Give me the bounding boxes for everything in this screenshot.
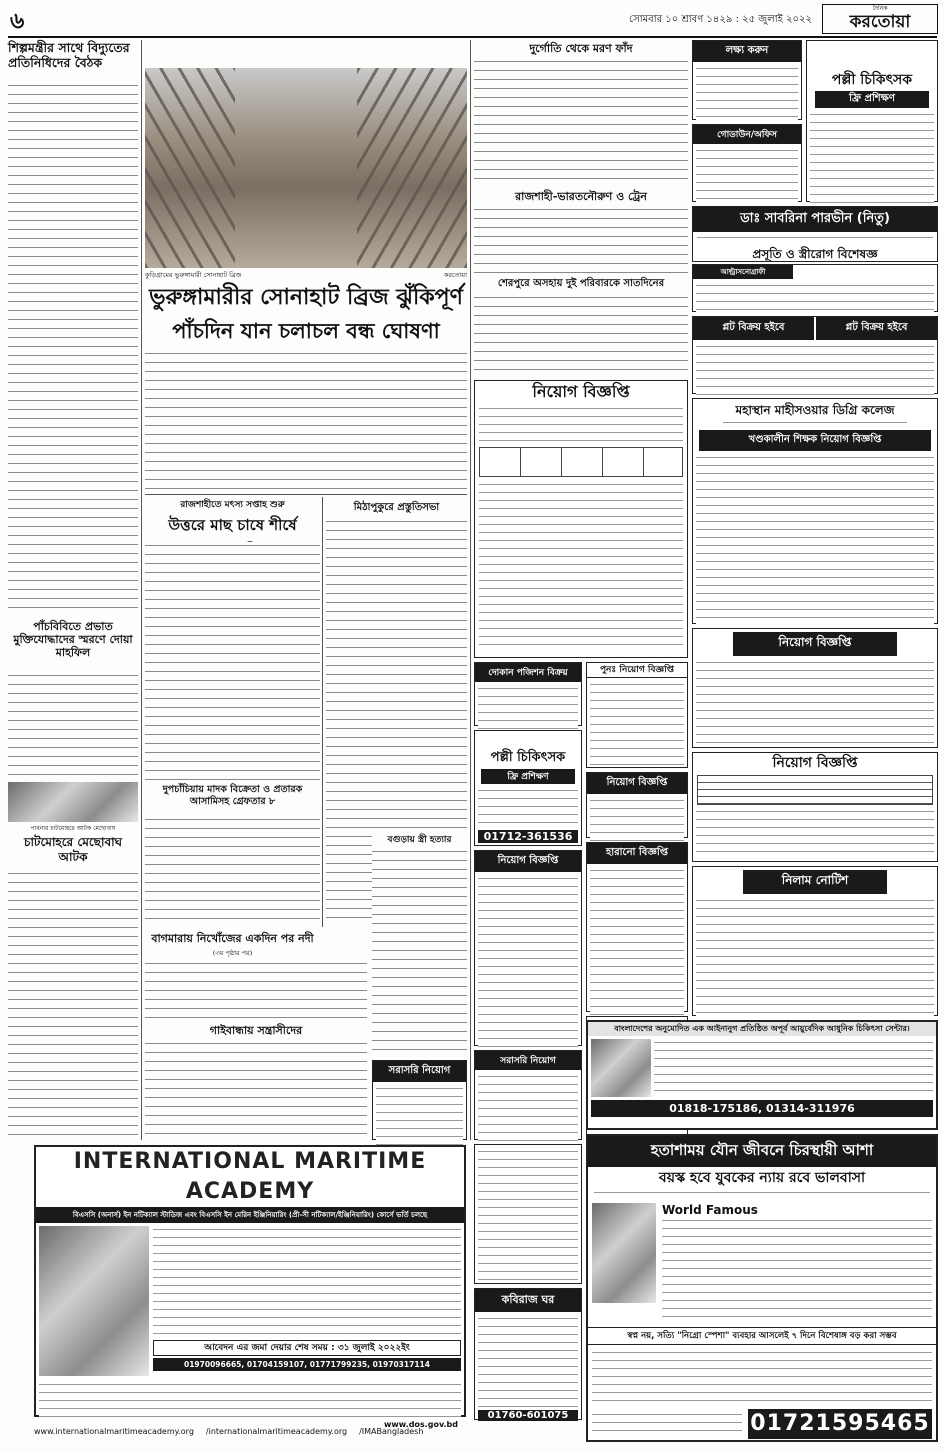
health-banner: বাংলাদেশের অনুমোদিত এক আইনানুগ প্রতিষ্ঠিত অপূর্ব আয়ুর্বেদিক আধুনিক চিকিৎসা সেন্টার। xyxy=(588,1022,936,1036)
world-famous: World Famous xyxy=(662,1203,758,1217)
ultrasound-title: আল্ট্রাসনোগ্রাফী xyxy=(693,265,793,279)
sorasori-title-2: সরাসরি নিয়োগ xyxy=(475,1051,581,1070)
hotasha-photo xyxy=(592,1203,656,1303)
mahasthan-ad xyxy=(692,398,938,624)
col1-text-3 xyxy=(8,870,138,1140)
bagmara-text xyxy=(145,960,367,1018)
ima-web[interactable]: www.internationalmaritimeacademy.org xyxy=(34,1426,194,1436)
health-center-ad xyxy=(586,1020,938,1130)
col2-rule xyxy=(470,40,471,1140)
col1-headline-3: চাটমোহরে মেছোবাঘ আটক xyxy=(23,835,123,864)
col1-photo-caption: পাবনার চাটমোহরে আটক মেছোবাঘ xyxy=(30,825,116,832)
headline-train: রাজশাহী-ভারতনৌরুণ ও ট্রেন xyxy=(515,190,647,203)
col1-rule xyxy=(141,40,142,1140)
bridge-photo-caption: কুড়িগ্রামের ভুরুঙ্গামারী সোনাহাট ব্রিজ xyxy=(145,271,242,279)
nilam-ad xyxy=(692,866,938,1016)
bridge-text xyxy=(145,350,467,492)
headline-bagmara: বাগমারায় নিখোঁজের একদিন পর নদী xyxy=(151,932,314,945)
ima-footer xyxy=(34,1420,466,1442)
niyog-ad-5 xyxy=(586,772,688,838)
sorasori-ad-1 xyxy=(372,1060,467,1140)
fish-text xyxy=(145,542,320,780)
bridge-photo-credit: করতোয়া xyxy=(443,271,467,279)
headline-bogura: বগুড়ায় স্ত্রী হত্যার xyxy=(372,832,467,846)
ima-ad xyxy=(34,1145,466,1429)
palli-ad-2 xyxy=(474,730,582,846)
gaibandha-text xyxy=(145,1040,367,1140)
headline-gaibandha: গাইবান্ধায় সন্ত্রাসীদের xyxy=(209,1024,303,1037)
headline-durgoti: দুর্গোতি থেকে মরণ ফাঁদ xyxy=(529,42,633,55)
ima-title: INTERNATIONAL MARITIME ACADEMY xyxy=(73,1149,427,1204)
hotasha-ad xyxy=(586,1134,938,1442)
headline-drug: দুপচাঁচিয়ায় মাদক বিক্রেতা ও প্রতারক আসামিসহ গ্রেফতার ৮ xyxy=(162,784,303,807)
leopard-cat-photo xyxy=(8,782,138,822)
plot-title-1: প্লট বিক্রয় হইবে xyxy=(693,317,816,340)
train-text xyxy=(474,206,688,274)
masthead xyxy=(822,4,938,34)
bridge-headline-1: ভুরুঙ্গামারীর সোনাহাট ব্রিজ ঝুঁকিপূর্ণ xyxy=(149,285,463,310)
kobiraj-title: কবিরাজ ঘর xyxy=(475,1289,581,1312)
health-phone: 01818-175186, 01314-311976 xyxy=(591,1100,933,1117)
col1-headline-2: পাঁচবিবিতে প্রভাত মুক্তিযোদ্ধাদের স্মরণে দোয়া মাহফিল xyxy=(13,620,133,659)
drug-text xyxy=(145,816,320,926)
ultrasound-ad xyxy=(692,264,938,312)
page-number: ৬ xyxy=(10,9,25,34)
doctor-ad xyxy=(692,206,938,262)
palli2-free: ফ্রি প্রশিক্ষণ xyxy=(481,769,575,784)
bogura-text xyxy=(372,848,467,1058)
col1-text-2 xyxy=(8,672,138,780)
niyog-title-3: নিয়োগ বিজ্ঞপ্তি xyxy=(772,755,858,771)
niyog3-table xyxy=(697,775,933,805)
palli-ad-1 xyxy=(806,40,938,202)
col1-headline-1: শিল্পমন্ত্রীর সাথে বিদ্যুতের প্রতিনিধিদের বৈঠক xyxy=(8,40,130,70)
niyog-ad-1 xyxy=(474,380,688,658)
dokan-title: দোকান পজিশন বিক্রয় xyxy=(475,663,581,682)
hotasha-bottom-line: স্বপ্ন নয়, সত্যি "নিগ্রো স্পেশা" ব্যবহার আসলেই ৭ দিনে বিশেষাঙ্গ বড় করা সম্ভব xyxy=(588,1327,936,1345)
sherpur-text xyxy=(474,294,688,376)
niyog-ad-4 xyxy=(474,850,582,1046)
harano-ad xyxy=(586,842,688,1012)
kobiraj-ad xyxy=(474,1288,582,1420)
kobiraj-phone: 01760-601075 xyxy=(478,1410,578,1421)
hotasha-line-2: বয়স্ক হবে যুবকের ন্যায় রবে ভালবাসা xyxy=(658,1170,866,1186)
niyog-title-4: নিয়োগ বিজ্ঞপ্তি xyxy=(475,851,581,872)
headline-fish: উত্তরে মাছ চাষে শীর্ষে xyxy=(168,516,297,534)
durgoti-text xyxy=(474,58,688,186)
headline-mithapukur: মিঠাপুকুরে প্রস্তুতিসভা xyxy=(353,502,440,513)
lokkho-title: লক্ষ্য করুন xyxy=(693,41,801,62)
niyog-ad-2 xyxy=(692,628,938,748)
date-line: সোমবার ১০ শ্রাবণ ১৪২৯ : ২৫ জুলাই ২০২২ xyxy=(629,14,812,25)
palli2-title: পল্লী চিকিৎসক xyxy=(490,750,566,765)
masthead-small: দৈনিক xyxy=(872,5,888,12)
godown-ad xyxy=(692,124,802,202)
niyog-ad-3 xyxy=(692,752,938,862)
punah-title: পুনঃ নিয়োগ বিজ্ঞপ্তি xyxy=(587,663,687,678)
small-ads-left xyxy=(474,1144,582,1284)
bottom-phone: 01721595465 xyxy=(748,1409,932,1439)
niyog-title-1: নিয়োগ বিজ্ঞপ্তি xyxy=(532,382,630,401)
plot-title-2: প্লট বিক্রয় হইবে xyxy=(816,317,937,340)
doctor-spec: প্রসূতি ও স্ত্রীরোগ বিশেষজ্ঞ xyxy=(752,247,878,261)
ima-dos[interactable]: www.dos.gov.bd xyxy=(384,1420,458,1429)
health-product-photo xyxy=(591,1039,651,1097)
ima-building-photo xyxy=(39,1226,149,1376)
headline-sherpur: শেরপুরে অসহায় দুই পরিবারকে সাতদিনের xyxy=(497,278,665,289)
niyog-table xyxy=(479,447,683,477)
bridge-headline-2: পাঁচদিন যান চলাচল বন্ধ ঘোষণা xyxy=(172,319,440,343)
niyog-title-2: নিয়োগ বিজ্ঞপ্তি xyxy=(733,632,897,656)
bagmara-cont: (৩য় পৃষ্ঠার পর) xyxy=(212,949,253,957)
palli2-phone: 01712-361536 xyxy=(478,830,578,843)
ima-subtitle: বিএসসি (অনার্স) ইন নটিক্যাল স্টাডিজ এবং বিএসসি ইন মেরিন ইঞ্জিনিয়ারিং (প্রী-সী নটিক্যাল/ইঞ্জিনিয়ারিং) কোর্সে ভর্তি চলছে xyxy=(36,1207,464,1223)
ima-phones: 01970096665, 01704159107, 01771799235, 01970317114 xyxy=(153,1358,461,1371)
masthead-name: করতোয়া xyxy=(849,12,911,32)
headline-rajshahi-week: রাজশাহীতে মৎস্য সপ্তাহ শুরু xyxy=(180,500,285,510)
center-rule-1 xyxy=(145,494,467,495)
col1-text-1 xyxy=(8,82,138,616)
bridge-photo xyxy=(145,68,467,268)
harano-title: হারানো বিজ্ঞপ্তি xyxy=(587,843,687,864)
palli-free: ফ্রি প্রশিক্ষণ xyxy=(815,91,929,108)
sorasori-ad-2 xyxy=(474,1050,582,1140)
niyog-title-5: নিয়োগ বিজ্ঞপ্তি xyxy=(587,773,687,794)
nilam-title: নিলাম নোটিশ xyxy=(743,870,887,894)
doctor-name: ডাঃ সাবরিনা পারভীন (নিতু) xyxy=(693,207,937,232)
ima-deadline: আবেদন এর জমা দেয়ার শেষ সময় : ৩১ জুলাই ২০২২ইং xyxy=(153,1340,461,1356)
header-rule xyxy=(8,36,937,38)
dokan-ad xyxy=(474,662,582,726)
lokkho-ad xyxy=(692,40,802,120)
hotasha-line-1: হতাশাময় যৌন জীবনে চিরস্থায়ী আশা xyxy=(588,1136,936,1167)
khondokalin-title: খণ্ডকালীন শিক্ষক নিয়োগ বিজ্ঞপ্তি xyxy=(699,430,931,451)
center-rule-v xyxy=(322,497,323,927)
ima-yt[interactable]: /IMABangladesh xyxy=(359,1426,424,1436)
palli-title: পল্লী চিকিৎসক xyxy=(831,72,913,88)
godown-title: গোডাউন/অফিস xyxy=(693,125,801,144)
mahasthan-title: মহাস্থান মাহীসওয়ার ডিগ্রি কলেজ xyxy=(735,403,895,417)
punah-niyog-ad xyxy=(586,662,688,768)
plot-ad xyxy=(692,316,938,394)
sorasori-title-1: সরাসরি নিয়োগ xyxy=(373,1061,466,1082)
ima-fb[interactable]: /internationalmaritimeacademy.org xyxy=(205,1426,348,1436)
